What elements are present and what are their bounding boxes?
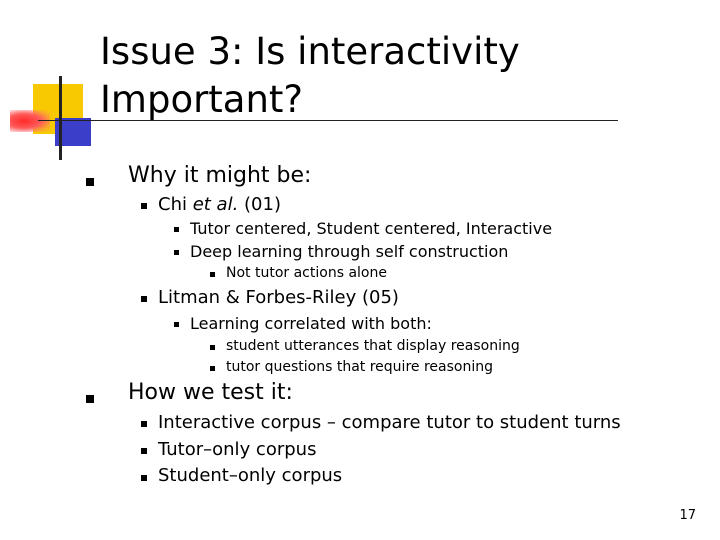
bullet-text: Learning correlated with both: — [190, 314, 432, 333]
title-line-2: Important? — [100, 78, 304, 121]
square-bullet-icon — [141, 421, 147, 427]
bullet-text: Litman & Forbes-Riley (05) — [158, 287, 399, 308]
square-bullet-icon — [174, 250, 179, 255]
square-bullet-icon — [141, 203, 147, 209]
bullet-text: Tutor centered, Student centered, Interactive — [190, 219, 553, 238]
bullet-text: Interactive corpus – compare tutor to student turns — [158, 412, 621, 433]
bullet-text — [158, 194, 281, 215]
citation-year: (01) — [238, 194, 281, 215]
bullet-text: tutor questions that require reasoning — [226, 359, 493, 375]
square-bullet-icon — [86, 178, 94, 186]
decorative-red-glow — [10, 110, 50, 132]
square-bullet-icon — [210, 272, 215, 277]
decorative-vertical-line — [59, 76, 62, 160]
square-bullet-icon — [86, 395, 94, 403]
citation-author: Chi — [158, 194, 193, 215]
square-bullet-icon — [210, 345, 215, 350]
bullet-text: Not tutor actions alone — [226, 265, 387, 281]
bullet-text: student utterances that display reasoning — [226, 338, 520, 354]
page-number: 17 — [679, 508, 696, 523]
bullet-text: Student–only corpus — [158, 465, 343, 486]
bullet-text: How we test it: — [128, 380, 293, 405]
bullet-text: Deep learning through self construction — [190, 242, 509, 261]
square-bullet-icon — [141, 475, 147, 481]
slide-title — [100, 28, 680, 124]
square-bullet-icon — [141, 296, 147, 302]
square-bullet-icon — [174, 227, 179, 232]
title-line-1: Issue 3: Is interactivity — [100, 30, 520, 73]
square-bullet-icon — [210, 366, 215, 371]
bullet-text: Why it might be: — [128, 163, 312, 188]
citation-et-al: et al. — [192, 194, 239, 215]
bullet-text: Tutor–only corpus — [158, 439, 317, 460]
square-bullet-icon — [141, 448, 147, 454]
square-bullet-icon — [174, 322, 179, 327]
